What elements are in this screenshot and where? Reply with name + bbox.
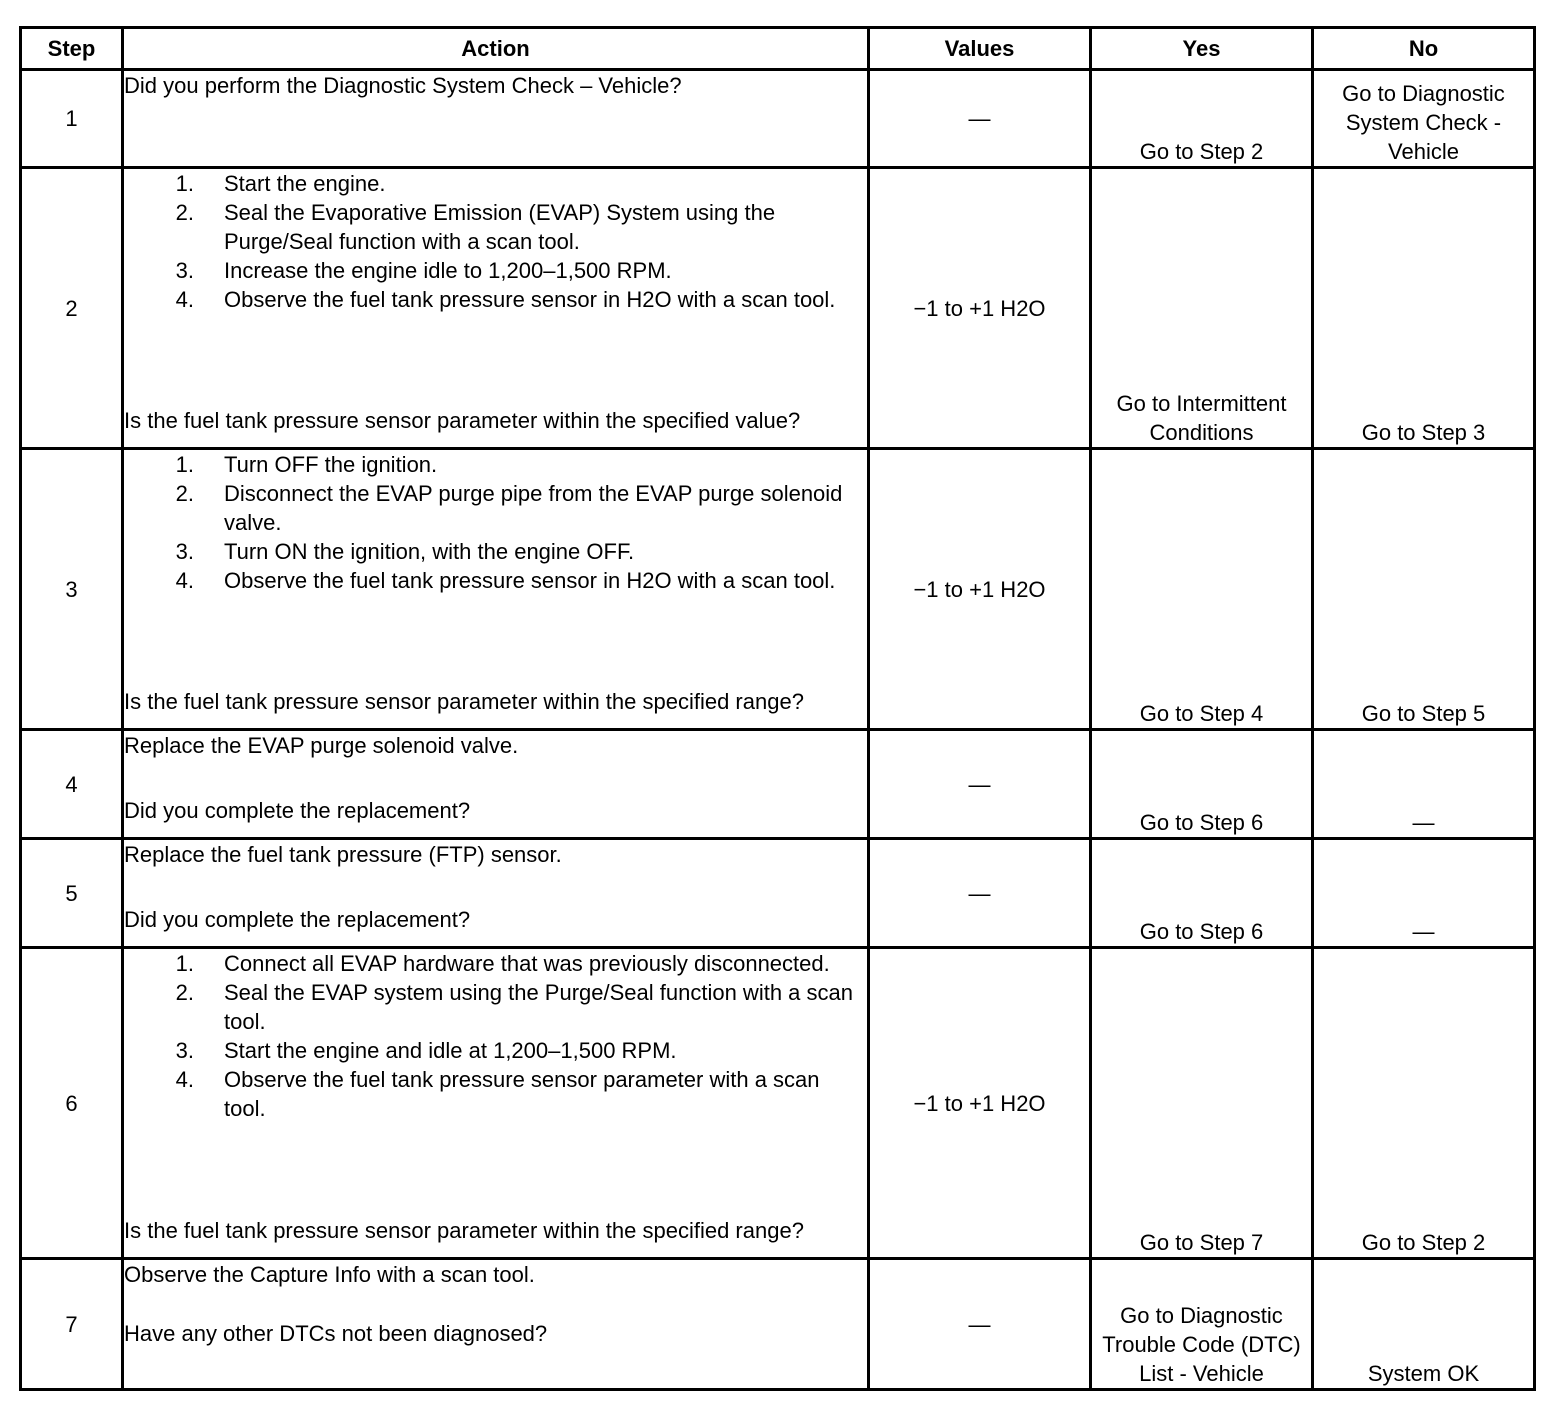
action-question: Is the fuel tank pressure sensor parameter within the specified range? bbox=[124, 689, 804, 714]
no-cell: — bbox=[1313, 730, 1535, 839]
value-cell: — bbox=[869, 70, 1091, 168]
no-cell: System OK bbox=[1313, 1259, 1535, 1390]
action-cell bbox=[123, 449, 869, 730]
action-cell bbox=[123, 730, 869, 839]
action-cell bbox=[123, 839, 869, 948]
action-intro: Observe the Capture Info with a scan tool. bbox=[124, 1262, 535, 1287]
step-number: 3 bbox=[21, 449, 123, 730]
diagnostic-table bbox=[19, 26, 1536, 1391]
table-row bbox=[21, 948, 1535, 1259]
list-item: 4. Observe the fuel tank pressure sensor parameter with a scan tool. bbox=[175, 1067, 820, 1121]
yes-cell: Go to Step 4 bbox=[1091, 449, 1313, 730]
yes-cell: Go to Diagnostic Trouble Code (DTC) List - Vehicle bbox=[1091, 1259, 1313, 1390]
list-item: 2. Seal the Evaporative Emission (EVAP) System using the Purge/Seal function with a scan tool. bbox=[175, 200, 776, 254]
no-cell: Go to Step 2 bbox=[1313, 948, 1535, 1259]
step-number: 1 bbox=[21, 70, 123, 168]
no-cell: Go to Diagnostic System Check - Vehicle bbox=[1313, 70, 1535, 168]
header-no: No bbox=[1313, 28, 1535, 70]
action-question: Is the fuel tank pressure sensor parameter within the specified value? bbox=[124, 408, 801, 433]
action-cell bbox=[123, 70, 869, 168]
yes-cell: Go to Step 7 bbox=[1091, 948, 1313, 1259]
action-question: Did you complete the replacement? bbox=[124, 798, 471, 823]
header-row bbox=[21, 28, 1535, 70]
step-number: 6 bbox=[21, 948, 123, 1259]
list-item: 2. Disconnect the EVAP purge pipe from the EVAP purge solenoid valve. bbox=[175, 481, 843, 535]
list-item: 4. Observe the fuel tank pressure sensor in H2O with a scan tool. bbox=[175, 568, 836, 593]
header-action: Action bbox=[123, 28, 869, 70]
action-cell bbox=[123, 948, 869, 1259]
list-item: 3. Turn ON the ignition, with the engine OFF. bbox=[175, 539, 635, 564]
list-item: 1. Connect all EVAP hardware that was previously disconnected. bbox=[175, 951, 830, 976]
value-cell: — bbox=[869, 730, 1091, 839]
yes-cell: Go to Step 2 bbox=[1091, 70, 1313, 168]
action-question: Have any other DTCs not been diagnosed? bbox=[124, 1321, 548, 1346]
action-question: Is the fuel tank pressure sensor parameter within the specified range? bbox=[124, 1218, 804, 1243]
no-cell: Go to Step 3 bbox=[1313, 168, 1535, 449]
header-yes: Yes bbox=[1091, 28, 1313, 70]
yes-cell: Go to Step 6 bbox=[1091, 730, 1313, 839]
list-item: 1. Turn OFF the ignition. bbox=[175, 452, 438, 477]
value-cell: — bbox=[869, 1259, 1091, 1390]
action-intro: Did you perform the Diagnostic System Check – Vehicle? bbox=[124, 73, 682, 98]
list-item: 2. Seal the EVAP system using the Purge/Seal function with a scan tool. bbox=[175, 980, 853, 1034]
table-row bbox=[21, 70, 1535, 168]
table-row bbox=[21, 449, 1535, 730]
action-steps-list bbox=[124, 949, 867, 1123]
action-steps-list bbox=[124, 450, 867, 595]
step-number: 2 bbox=[21, 168, 123, 449]
value-cell: — bbox=[869, 839, 1091, 948]
step-number: 5 bbox=[21, 839, 123, 948]
list-item: 3. Start the engine and idle at 1,200–1,500 RPM. bbox=[175, 1038, 677, 1063]
value-cell: −1 to +1 H2O bbox=[869, 948, 1091, 1259]
step-number: 7 bbox=[21, 1259, 123, 1390]
action-intro: Replace the EVAP purge solenoid valve. bbox=[124, 733, 519, 758]
header-values: Values bbox=[869, 28, 1091, 70]
header-step: Step bbox=[21, 28, 123, 70]
action-intro: Replace the fuel tank pressure (FTP) sensor. bbox=[124, 842, 562, 867]
action-question: Did you complete the replacement? bbox=[124, 907, 471, 932]
action-cell bbox=[123, 168, 869, 449]
value-cell: −1 to +1 H2O bbox=[869, 449, 1091, 730]
list-item: 1. Start the engine. bbox=[175, 171, 386, 196]
yes-cell: Go to Step 6 bbox=[1091, 839, 1313, 948]
step-number: 4 bbox=[21, 730, 123, 839]
value-cell: −1 to +1 H2O bbox=[869, 168, 1091, 449]
table-row bbox=[21, 168, 1535, 449]
action-cell bbox=[123, 1259, 869, 1390]
no-cell: Go to Step 5 bbox=[1313, 449, 1535, 730]
table-row bbox=[21, 839, 1535, 948]
table-row bbox=[21, 730, 1535, 839]
list-item: 3. Increase the engine idle to 1,200–1,500 RPM. bbox=[175, 258, 672, 283]
list-item: 4. Observe the fuel tank pressure sensor in H2O with a scan tool. bbox=[175, 287, 836, 312]
no-cell: — bbox=[1313, 839, 1535, 948]
table-row bbox=[21, 1259, 1535, 1390]
yes-cell: Go to Intermittent Conditions bbox=[1091, 168, 1313, 449]
action-steps-list bbox=[124, 169, 867, 314]
